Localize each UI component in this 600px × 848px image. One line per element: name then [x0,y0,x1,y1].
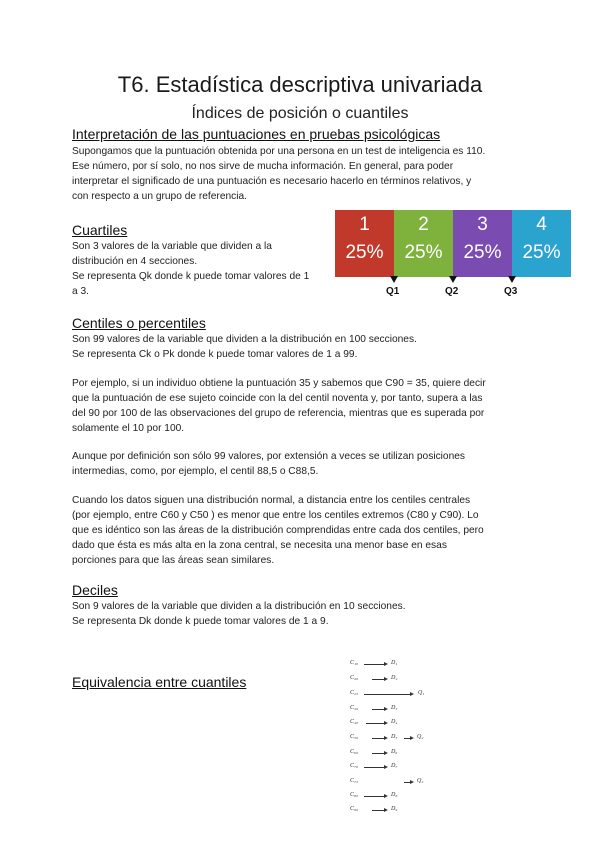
text-line: del 90 por 100 de las observaciones del grupo de referencia, mientras que es superada por [72,408,485,419]
centil-label: C₁₀ [350,660,359,666]
quartile-label-q3: Q3 [504,286,518,297]
arrow-line [372,753,384,754]
quartile-box-2 [394,210,453,277]
text-line: (por ejemplo, entre C60 y C50 ) es menor que entre los centiles extremos (C80 y C90). Lo [72,510,479,521]
equivalent-label: D₈ [391,792,398,798]
arrow-line [364,796,384,797]
quartile-label-q1: Q1 [386,286,400,297]
text-line: Son 99 valores de la variable que dividen a la distribución en 100 secciones. [72,334,417,345]
arrow-head [384,736,388,740]
centil-label: C₆₀ [350,749,359,755]
quartile-box-1 [335,210,394,277]
quartile-arrow [449,276,457,283]
arrow-head [410,692,414,696]
equivalent-label: D₄ [391,719,398,725]
arrow-line [364,767,384,768]
text-line: porciones para que las áreas sean similares. [72,555,275,566]
equivalent-label: D₂ [391,675,398,681]
quartile-percent: 25% [463,242,502,263]
centil-label: C₂₀ [350,675,359,681]
arrow-line [372,679,384,680]
quartile-number: 3 [477,214,488,235]
arrow-head [384,662,388,666]
quartile-arrow [508,276,516,283]
arrow-head [384,751,388,755]
quartile-label-q2: Q2 [445,286,459,297]
arrow-head [384,721,388,725]
arrow-line [364,664,384,665]
text-line: Se representa Dk donde k puede tomar valores de 1 a 9. [72,616,329,627]
paragraph-interpretacion [72,144,542,204]
paragraph-centiles-1 [72,332,532,362]
centil-label: C₂₅ [350,690,359,696]
arrow-head [410,780,414,784]
text-line: Se representa Qk donde k puede tomar valores de 1 [72,271,310,282]
centil-label: C₈₀ [350,792,359,798]
equivalent-label: D₆ [391,749,398,755]
equivalent-label: D₇ [391,763,398,769]
quartile-box-4 [512,210,571,277]
quartile-number: 4 [536,214,547,235]
centil-label: C₅₀ [350,734,359,740]
section-heading-cuartiles: Cuartiles [72,222,128,238]
section-heading-centiles: Centiles o percentiles [72,315,206,331]
text-line: interpretar el significado de una puntuación es necesario hacerlo en términos relativos, y [72,176,472,187]
text-line: intermedias, como, por ejemplo, el centil 88,5 o C88,5. [72,466,319,477]
section-heading-interpretacion: Interpretación de las puntuaciones en pruebas psicológicas [72,126,441,142]
section-heading-equivalencia: Equivalencia entre cuantiles [72,674,247,690]
centil-label: C₉₀ [350,806,359,812]
text-line: Se representa Ck o Pk donde k puede tomar valores de 1 a 99. [72,349,358,360]
centil-label: C₇₅ [350,778,359,784]
centil-label: C₄₀ [350,719,359,725]
equivalent-label: D₉ [391,806,398,812]
text-line: distribución en 4 secciones. [72,256,198,267]
text-line: Ese número, por sí solo, no nos sirve de mucha información. En general, para poder [72,161,454,172]
equivalent-label: D₁ [391,660,398,666]
paragraph-centiles-4 [72,493,532,568]
arrow-line [372,738,384,739]
text-line: Supongamos que la puntuación obtenida por una persona en un test de inteligencia es 110. [72,146,486,157]
text-line: Por ejemplo, si un individuo obtiene la puntuación 35 y sabemos que C90 = 35, quiere decir [72,378,486,389]
centil-label: C₃₀ [350,705,359,711]
quartile-number: 2 [418,214,429,235]
arrow-head [410,736,414,740]
paragraph-centiles-2 [72,376,532,436]
paragraph-centiles-3 [72,449,532,479]
text-line: que es idéntico son las áreas de la distribución comprendidas entre cada dos centiles, pero [72,525,484,536]
equivalent-label: D₅ [391,734,398,740]
text-line: Cuando los datos siguen una distribución normal, a distancia entre los centiles centrales [72,495,471,506]
arrow-head [384,765,388,769]
text-line: con respecto a un grupo de referencia. [72,191,247,202]
arrow-line [372,810,384,811]
arrow-line [366,723,384,724]
equivalent-label: Q₁ [418,690,425,696]
text-line: solamente el 10 por 100. [72,423,185,434]
arrow-head [384,707,388,711]
text-line: Aunque por definición son sólo 99 valores, por extensión a veces se utilizan posiciones [72,451,466,462]
text-line: Son 3 valores de la variable que dividen a la [72,241,272,252]
text-line: Son 9 valores de la variable que dividen a la distribución en 10 secciones. [72,601,406,612]
document-subtitle: Índices de posición o cuantiles [191,105,409,122]
arrow-line [372,709,384,710]
arrow-head [384,677,388,681]
centil-label: C₇₀ [350,763,359,769]
quartile-arrow [390,276,398,283]
quartile-box-3 [453,210,512,277]
section-heading-deciles: Deciles [72,582,118,598]
arrow-head [384,794,388,798]
quartile-percent: 25% [404,242,443,263]
arrow-head [384,808,388,812]
text-line: dado que ésta es más alta en la zona central, se necesita una menor base en esas [72,540,447,551]
paragraph-deciles [72,599,532,629]
quartile-percent: 25% [522,242,561,263]
quartile-number: 1 [359,214,370,235]
text-line: que la puntuación de ese sujeto coincide con la del centil noventa y, por tanto, supera a las [72,393,483,404]
arrow-line [364,694,410,695]
quartile-percent: 25% [345,242,384,263]
quartile-equivalent-label: Q₂ [417,734,424,740]
equivalent-label: D₃ [391,705,398,711]
paragraph-cuartiles [72,239,337,299]
document-title: T6. Estadística descriptiva univariada [117,72,483,97]
equivalent-label: Q₃ [417,778,424,784]
text-line: a 3. [72,286,89,297]
